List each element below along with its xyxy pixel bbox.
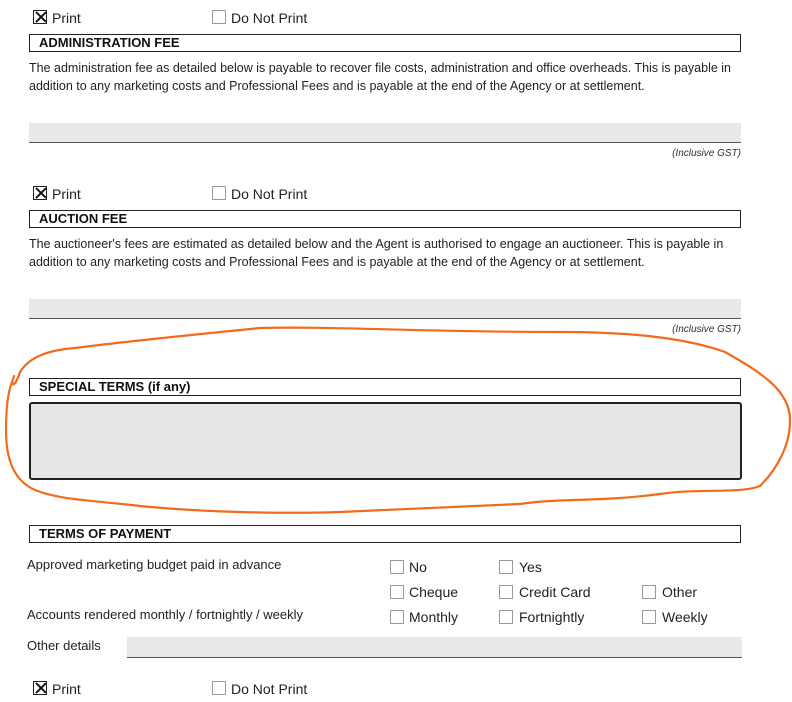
no-label: No [409,559,427,575]
do-not-print-checkbox-3[interactable] [212,681,226,695]
auction-fee-input[interactable] [29,299,741,319]
special-terms-textarea[interactable] [29,402,742,480]
print-checkbox-3[interactable] [33,681,47,695]
cheque-checkbox[interactable] [390,585,404,599]
do-not-print-label-1: Do Not Print [231,10,308,26]
print-checkbox-2[interactable] [33,186,47,200]
terms-of-payment-header: TERMS OF PAYMENT [29,525,741,543]
administration-fee-header: ADMINISTRATION FEE [29,34,741,52]
print-label-2: Print [52,186,81,202]
other-details-input[interactable] [127,637,742,658]
do-not-print-checkbox-1[interactable] [212,10,226,24]
do-not-print-checkbox-2[interactable] [212,186,226,200]
do-not-print-label-2: Do Not Print [231,186,308,202]
auction-fee-header: AUCTION FEE [29,210,741,228]
print-checkbox-1[interactable] [33,10,47,24]
fortnightly-checkbox[interactable] [499,610,513,624]
cheque-label: Cheque [409,584,459,600]
print-label-1: Print [52,10,81,26]
administration-fee-gst-note: (Inclusive GST) [672,148,741,159]
administration-fee-input[interactable] [29,123,741,143]
other-label: Other [662,584,698,600]
administration-fee-text: The administration fee as detailed below is payable to recover file costs, administration and office overheads. This is payable in addition to any marketing costs and Professional Fees and is payable at the end of the Agency or at settlement. [29,61,732,93]
other-checkbox[interactable] [642,585,656,599]
auction-fee-text: The auctioneer's fees are estimated as detailed below and the Agent is authorised to engage an auctioneer. This is payable in addition to any marketing costs and Professional Fees and is payable at the end of the Agency or at settlement. [29,237,724,269]
weekly-checkbox[interactable] [642,610,656,624]
credit-card-label: Credit Card [519,584,591,600]
fortnightly-label: Fortnightly [519,609,585,625]
monthly-label: Monthly [409,609,459,625]
auction-fee-gst-note: (Inclusive GST) [672,324,741,335]
print-label-3: Print [52,681,81,697]
marketing-budget-label: Approved marketing budget paid in advance [27,557,282,572]
monthly-checkbox[interactable] [390,610,404,624]
yes-checkbox[interactable] [499,560,513,574]
credit-card-checkbox[interactable] [499,585,513,599]
yes-label: Yes [519,559,542,575]
accounts-rendered-label: Accounts rendered monthly / fortnightly / weekly [27,607,304,622]
weekly-label: Weekly [662,609,708,625]
no-checkbox[interactable] [390,560,404,574]
do-not-print-label-3: Do Not Print [231,681,308,697]
other-details-label: Other details [27,638,101,653]
special-terms-header: SPECIAL TERMS (if any) [29,378,741,396]
